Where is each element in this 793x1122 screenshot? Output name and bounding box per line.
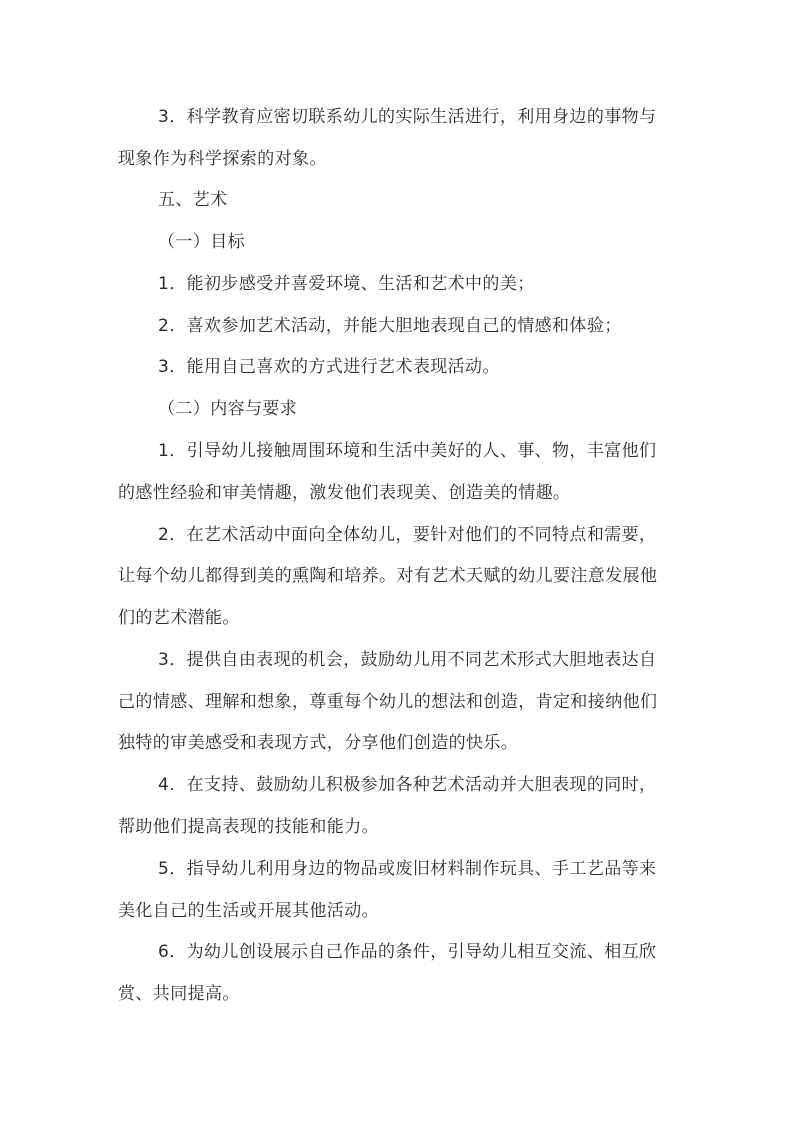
paragraph-line: 帮助他们提高表现的技能和能力。 [118, 817, 379, 837]
subsection-heading: （一）目标 [158, 232, 245, 252]
paragraph-line: 4．在支持、鼓励幼儿积极参加各种艺术活动并大胆表现的同时， [158, 775, 657, 795]
paragraph-line: 6．为幼儿创设展示自己作品的条件，引导幼儿相互交流、相互欣 [158, 942, 657, 962]
list-item: 3．能用自己喜欢的方式进行艺术表现活动。 [158, 357, 500, 377]
paragraph-line: 独特的审美感受和表现方式，分享他们创造的快乐。 [118, 733, 519, 753]
paragraph-line: 1．引导幼儿接触周围环境和生活中美好的人、事、物，丰富他们 [158, 441, 657, 461]
list-item: 1．能初步感受并喜爱环境、生活和艺术中的美； [158, 274, 535, 294]
paragraph-line: 们的艺术潜能。 [118, 608, 240, 628]
paragraph-line: 让每个幼儿都得到美的熏陶和培养。对有艺术天赋的幼儿要注意发展他 [118, 566, 658, 586]
paragraph-line: 2．在艺术活动中面向全体幼儿，要针对他们的不同特点和需要， [158, 525, 657, 545]
paragraph-line: 己的情感、理解和想象，尊重每个幼儿的想法和创造，肯定和接纳他们 [118, 692, 658, 712]
paragraph-line: 赏、共同提高。 [118, 984, 240, 1004]
paragraph-line: 3．提供自由表现的机会，鼓励幼儿用不同艺术形式大胆地表达自 [158, 650, 657, 670]
paragraph-line: 现象作为科学探索的对象。 [118, 149, 327, 169]
subsection-heading: （二）内容与要求 [158, 399, 298, 419]
paragraph-line: 3．科学教育应密切联系幼儿的实际生活进行，利用身边的事物与 [158, 107, 657, 127]
paragraph-line: 的感性经验和审美情趣，激发他们表现美、创造美的情趣。 [118, 483, 571, 503]
paragraph-line: 5．指导幼儿利用身边的物品或废旧材料制作玩具、手工艺品等来 [158, 859, 657, 879]
list-item: 2．喜欢参加艺术活动，并能大胆地表现自己的情感和体验； [158, 316, 622, 336]
paragraph-line: 美化自己的生活或开展其他活动。 [118, 901, 379, 921]
section-heading: 五、艺术 [158, 190, 228, 210]
